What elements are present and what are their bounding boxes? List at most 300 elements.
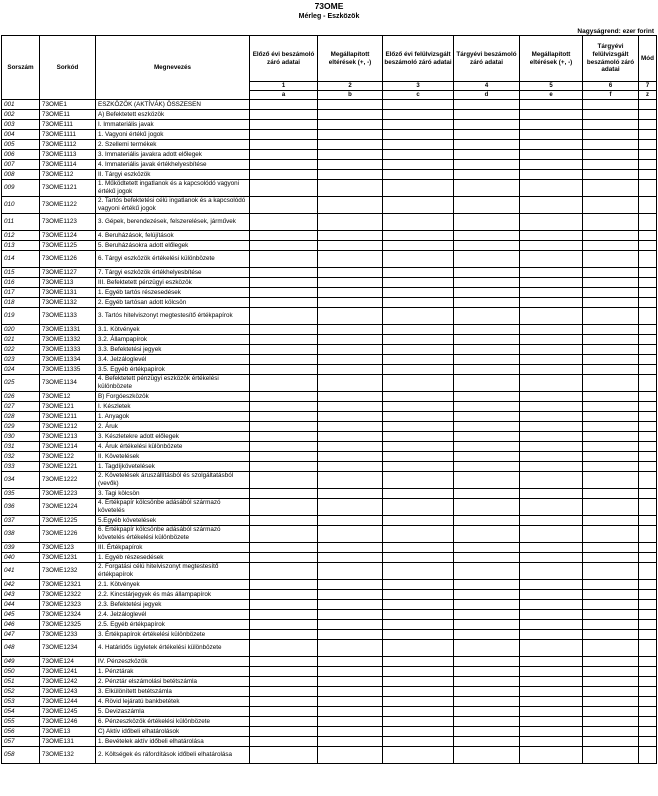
value-cell-c2[interactable] bbox=[318, 375, 383, 392]
value-cell-c1[interactable] bbox=[250, 308, 318, 325]
value-cell-c4[interactable] bbox=[454, 402, 520, 412]
value-cell-c7[interactable] bbox=[639, 657, 657, 667]
value-cell-c2[interactable] bbox=[318, 489, 383, 499]
value-cell-c2[interactable] bbox=[318, 620, 383, 630]
value-cell-c5[interactable] bbox=[520, 499, 583, 516]
value-cell-c6[interactable] bbox=[583, 657, 639, 667]
value-cell-c5[interactable] bbox=[520, 707, 583, 717]
value-cell-c2[interactable] bbox=[318, 657, 383, 667]
value-cell-c4[interactable] bbox=[454, 100, 520, 110]
value-cell-c7[interactable] bbox=[639, 278, 657, 288]
value-cell-c6[interactable] bbox=[583, 170, 639, 180]
value-cell-c6[interactable] bbox=[583, 214, 639, 231]
value-cell-c7[interactable] bbox=[639, 355, 657, 365]
value-cell-c1[interactable] bbox=[250, 140, 318, 150]
value-cell-c4[interactable] bbox=[454, 180, 520, 197]
value-cell-c5[interactable] bbox=[520, 422, 583, 432]
value-cell-c1[interactable] bbox=[250, 355, 318, 365]
value-cell-c5[interactable] bbox=[520, 697, 583, 707]
value-cell-c5[interactable] bbox=[520, 687, 583, 697]
value-cell-c4[interactable] bbox=[454, 543, 520, 553]
value-cell-c1[interactable] bbox=[250, 610, 318, 620]
value-cell-c6[interactable] bbox=[583, 325, 639, 335]
value-cell-c1[interactable] bbox=[250, 432, 318, 442]
value-cell-c3[interactable] bbox=[383, 412, 454, 422]
value-cell-c7[interactable] bbox=[639, 630, 657, 640]
value-cell-c3[interactable] bbox=[383, 667, 454, 677]
value-cell-c5[interactable] bbox=[520, 717, 583, 727]
value-cell-c4[interactable] bbox=[454, 499, 520, 516]
value-cell-c5[interactable] bbox=[520, 472, 583, 489]
value-cell-c5[interactable] bbox=[520, 737, 583, 747]
value-cell-c3[interactable] bbox=[383, 526, 454, 543]
value-cell-c1[interactable] bbox=[250, 392, 318, 402]
value-cell-c6[interactable] bbox=[583, 489, 639, 499]
value-cell-c4[interactable] bbox=[454, 707, 520, 717]
value-cell-c7[interactable] bbox=[639, 170, 657, 180]
value-cell-c5[interactable] bbox=[520, 402, 583, 412]
value-cell-c1[interactable] bbox=[250, 160, 318, 170]
value-cell-c4[interactable] bbox=[454, 130, 520, 140]
value-cell-c6[interactable] bbox=[583, 412, 639, 422]
value-cell-c3[interactable] bbox=[383, 640, 454, 657]
value-cell-c7[interactable] bbox=[639, 180, 657, 197]
value-cell-c7[interactable] bbox=[639, 422, 657, 432]
value-cell-c3[interactable] bbox=[383, 553, 454, 563]
value-cell-c4[interactable] bbox=[454, 335, 520, 345]
value-cell-c1[interactable] bbox=[250, 516, 318, 526]
value-cell-c3[interactable] bbox=[383, 288, 454, 298]
value-cell-c1[interactable] bbox=[250, 130, 318, 140]
value-cell-c1[interactable] bbox=[250, 365, 318, 375]
value-cell-c1[interactable] bbox=[250, 241, 318, 251]
value-cell-c4[interactable] bbox=[454, 251, 520, 268]
value-cell-c6[interactable] bbox=[583, 727, 639, 737]
value-cell-c7[interactable] bbox=[639, 543, 657, 553]
value-cell-c5[interactable] bbox=[520, 489, 583, 499]
value-cell-c1[interactable] bbox=[250, 747, 318, 764]
value-cell-c5[interactable] bbox=[520, 677, 583, 687]
value-cell-c6[interactable] bbox=[583, 580, 639, 590]
value-cell-c2[interactable] bbox=[318, 288, 383, 298]
value-cell-c3[interactable] bbox=[383, 325, 454, 335]
value-cell-c3[interactable] bbox=[383, 278, 454, 288]
value-cell-c3[interactable] bbox=[383, 231, 454, 241]
value-cell-c4[interactable] bbox=[454, 620, 520, 630]
value-cell-c5[interactable] bbox=[520, 590, 583, 600]
value-cell-c4[interactable] bbox=[454, 160, 520, 170]
value-cell-c3[interactable] bbox=[383, 298, 454, 308]
value-cell-c1[interactable] bbox=[250, 251, 318, 268]
value-cell-c4[interactable] bbox=[454, 422, 520, 432]
value-cell-c7[interactable] bbox=[639, 727, 657, 737]
value-cell-c1[interactable] bbox=[250, 553, 318, 563]
value-cell-c2[interactable] bbox=[318, 563, 383, 580]
value-cell-c1[interactable] bbox=[250, 717, 318, 727]
value-cell-c6[interactable] bbox=[583, 345, 639, 355]
value-cell-c3[interactable] bbox=[383, 442, 454, 452]
value-cell-c1[interactable] bbox=[250, 180, 318, 197]
value-cell-c5[interactable] bbox=[520, 110, 583, 120]
value-cell-c6[interactable] bbox=[583, 197, 639, 214]
value-cell-c5[interactable] bbox=[520, 325, 583, 335]
value-cell-c2[interactable] bbox=[318, 140, 383, 150]
value-cell-c5[interactable] bbox=[520, 657, 583, 667]
value-cell-c4[interactable] bbox=[454, 365, 520, 375]
value-cell-c3[interactable] bbox=[383, 268, 454, 278]
value-cell-c4[interactable] bbox=[454, 737, 520, 747]
value-cell-c6[interactable] bbox=[583, 180, 639, 197]
value-cell-c3[interactable] bbox=[383, 432, 454, 442]
value-cell-c1[interactable] bbox=[250, 402, 318, 412]
value-cell-c2[interactable] bbox=[318, 170, 383, 180]
value-cell-c4[interactable] bbox=[454, 640, 520, 657]
value-cell-c3[interactable] bbox=[383, 717, 454, 727]
value-cell-c3[interactable] bbox=[383, 516, 454, 526]
value-cell-c1[interactable] bbox=[250, 489, 318, 499]
value-cell-c5[interactable] bbox=[520, 150, 583, 160]
value-cell-c6[interactable] bbox=[583, 298, 639, 308]
value-cell-c7[interactable] bbox=[639, 452, 657, 462]
value-cell-c3[interactable] bbox=[383, 452, 454, 462]
value-cell-c5[interactable] bbox=[520, 747, 583, 764]
value-cell-c4[interactable] bbox=[454, 375, 520, 392]
value-cell-c7[interactable] bbox=[639, 375, 657, 392]
value-cell-c2[interactable] bbox=[318, 150, 383, 160]
value-cell-c7[interactable] bbox=[639, 100, 657, 110]
value-cell-c2[interactable] bbox=[318, 197, 383, 214]
value-cell-c3[interactable] bbox=[383, 402, 454, 412]
value-cell-c5[interactable] bbox=[520, 452, 583, 462]
value-cell-c5[interactable] bbox=[520, 241, 583, 251]
value-cell-c2[interactable] bbox=[318, 553, 383, 563]
value-cell-c7[interactable] bbox=[639, 697, 657, 707]
value-cell-c4[interactable] bbox=[454, 412, 520, 422]
value-cell-c1[interactable] bbox=[250, 422, 318, 432]
value-cell-c4[interactable] bbox=[454, 241, 520, 251]
value-cell-c3[interactable] bbox=[383, 241, 454, 251]
value-cell-c3[interactable] bbox=[383, 687, 454, 697]
value-cell-c4[interactable] bbox=[454, 697, 520, 707]
value-cell-c2[interactable] bbox=[318, 298, 383, 308]
value-cell-c3[interactable] bbox=[383, 392, 454, 402]
value-cell-c6[interactable] bbox=[583, 432, 639, 442]
value-cell-c1[interactable] bbox=[250, 657, 318, 667]
value-cell-c2[interactable] bbox=[318, 526, 383, 543]
value-cell-c3[interactable] bbox=[383, 462, 454, 472]
value-cell-c1[interactable] bbox=[250, 412, 318, 422]
value-cell-c5[interactable] bbox=[520, 140, 583, 150]
value-cell-c2[interactable] bbox=[318, 251, 383, 268]
value-cell-c2[interactable] bbox=[318, 600, 383, 610]
value-cell-c1[interactable] bbox=[250, 298, 318, 308]
value-cell-c6[interactable] bbox=[583, 677, 639, 687]
value-cell-c2[interactable] bbox=[318, 214, 383, 231]
value-cell-c7[interactable] bbox=[639, 442, 657, 452]
value-cell-c4[interactable] bbox=[454, 452, 520, 462]
value-cell-c2[interactable] bbox=[318, 120, 383, 130]
value-cell-c2[interactable] bbox=[318, 355, 383, 365]
value-cell-c4[interactable] bbox=[454, 288, 520, 298]
value-cell-c1[interactable] bbox=[250, 630, 318, 640]
value-cell-c6[interactable] bbox=[583, 600, 639, 610]
value-cell-c7[interactable] bbox=[639, 687, 657, 697]
value-cell-c1[interactable] bbox=[250, 100, 318, 110]
value-cell-c4[interactable] bbox=[454, 120, 520, 130]
value-cell-c5[interactable] bbox=[520, 580, 583, 590]
value-cell-c2[interactable] bbox=[318, 590, 383, 600]
value-cell-c5[interactable] bbox=[520, 442, 583, 452]
value-cell-c2[interactable] bbox=[318, 278, 383, 288]
value-cell-c2[interactable] bbox=[318, 412, 383, 422]
value-cell-c4[interactable] bbox=[454, 278, 520, 288]
value-cell-c1[interactable] bbox=[250, 590, 318, 600]
value-cell-c7[interactable] bbox=[639, 120, 657, 130]
value-cell-c2[interactable] bbox=[318, 667, 383, 677]
value-cell-c2[interactable] bbox=[318, 160, 383, 170]
value-cell-c5[interactable] bbox=[520, 375, 583, 392]
value-cell-c7[interactable] bbox=[639, 288, 657, 298]
value-cell-c6[interactable] bbox=[583, 620, 639, 630]
value-cell-c6[interactable] bbox=[583, 590, 639, 600]
value-cell-c2[interactable] bbox=[318, 100, 383, 110]
value-cell-c3[interactable] bbox=[383, 100, 454, 110]
value-cell-c7[interactable] bbox=[639, 590, 657, 600]
value-cell-c6[interactable] bbox=[583, 526, 639, 543]
value-cell-c6[interactable] bbox=[583, 697, 639, 707]
value-cell-c6[interactable] bbox=[583, 160, 639, 170]
value-cell-c7[interactable] bbox=[639, 667, 657, 677]
value-cell-c7[interactable] bbox=[639, 472, 657, 489]
value-cell-c5[interactable] bbox=[520, 268, 583, 278]
value-cell-c1[interactable] bbox=[250, 278, 318, 288]
value-cell-c6[interactable] bbox=[583, 499, 639, 516]
value-cell-c6[interactable] bbox=[583, 472, 639, 489]
value-cell-c4[interactable] bbox=[454, 355, 520, 365]
value-cell-c3[interactable] bbox=[383, 180, 454, 197]
value-cell-c6[interactable] bbox=[583, 268, 639, 278]
value-cell-c2[interactable] bbox=[318, 180, 383, 197]
value-cell-c3[interactable] bbox=[383, 251, 454, 268]
value-cell-c6[interactable] bbox=[583, 308, 639, 325]
value-cell-c3[interactable] bbox=[383, 499, 454, 516]
value-cell-c3[interactable] bbox=[383, 630, 454, 640]
value-cell-c3[interactable] bbox=[383, 737, 454, 747]
value-cell-c3[interactable] bbox=[383, 563, 454, 580]
value-cell-c3[interactable] bbox=[383, 140, 454, 150]
value-cell-c1[interactable] bbox=[250, 472, 318, 489]
value-cell-c1[interactable] bbox=[250, 727, 318, 737]
value-cell-c4[interactable] bbox=[454, 717, 520, 727]
value-cell-c6[interactable] bbox=[583, 355, 639, 365]
value-cell-c2[interactable] bbox=[318, 241, 383, 251]
value-cell-c7[interactable] bbox=[639, 130, 657, 140]
value-cell-c5[interactable] bbox=[520, 727, 583, 737]
value-cell-c6[interactable] bbox=[583, 402, 639, 412]
value-cell-c6[interactable] bbox=[583, 375, 639, 392]
value-cell-c2[interactable] bbox=[318, 472, 383, 489]
value-cell-c1[interactable] bbox=[250, 345, 318, 355]
value-cell-c1[interactable] bbox=[250, 120, 318, 130]
value-cell-c7[interactable] bbox=[639, 412, 657, 422]
value-cell-c5[interactable] bbox=[520, 462, 583, 472]
value-cell-c7[interactable] bbox=[639, 392, 657, 402]
value-cell-c5[interactable] bbox=[520, 298, 583, 308]
value-cell-c4[interactable] bbox=[454, 432, 520, 442]
value-cell-c1[interactable] bbox=[250, 640, 318, 657]
value-cell-c6[interactable] bbox=[583, 365, 639, 375]
value-cell-c2[interactable] bbox=[318, 707, 383, 717]
value-cell-c5[interactable] bbox=[520, 412, 583, 422]
value-cell-c6[interactable] bbox=[583, 120, 639, 130]
value-cell-c7[interactable] bbox=[639, 231, 657, 241]
value-cell-c1[interactable] bbox=[250, 737, 318, 747]
value-cell-c4[interactable] bbox=[454, 677, 520, 687]
value-cell-c6[interactable] bbox=[583, 140, 639, 150]
value-cell-c6[interactable] bbox=[583, 241, 639, 251]
value-cell-c6[interactable] bbox=[583, 110, 639, 120]
value-cell-c6[interactable] bbox=[583, 516, 639, 526]
value-cell-c1[interactable] bbox=[250, 543, 318, 553]
value-cell-c1[interactable] bbox=[250, 268, 318, 278]
value-cell-c3[interactable] bbox=[383, 170, 454, 180]
value-cell-c7[interactable] bbox=[639, 298, 657, 308]
value-cell-c4[interactable] bbox=[454, 345, 520, 355]
value-cell-c3[interactable] bbox=[383, 727, 454, 737]
value-cell-c5[interactable] bbox=[520, 100, 583, 110]
value-cell-c3[interactable] bbox=[383, 590, 454, 600]
value-cell-c5[interactable] bbox=[520, 180, 583, 197]
value-cell-c3[interactable] bbox=[383, 345, 454, 355]
value-cell-c1[interactable] bbox=[250, 563, 318, 580]
value-cell-c3[interactable] bbox=[383, 355, 454, 365]
value-cell-c7[interactable] bbox=[639, 737, 657, 747]
value-cell-c5[interactable] bbox=[520, 335, 583, 345]
value-cell-c7[interactable] bbox=[639, 580, 657, 590]
value-cell-c3[interactable] bbox=[383, 580, 454, 590]
value-cell-c2[interactable] bbox=[318, 335, 383, 345]
value-cell-c2[interactable] bbox=[318, 630, 383, 640]
value-cell-c5[interactable] bbox=[520, 640, 583, 657]
value-cell-c2[interactable] bbox=[318, 717, 383, 727]
value-cell-c4[interactable] bbox=[454, 727, 520, 737]
value-cell-c6[interactable] bbox=[583, 737, 639, 747]
value-cell-c2[interactable] bbox=[318, 325, 383, 335]
value-cell-c4[interactable] bbox=[454, 308, 520, 325]
value-cell-c6[interactable] bbox=[583, 442, 639, 452]
value-cell-c3[interactable] bbox=[383, 110, 454, 120]
value-cell-c2[interactable] bbox=[318, 747, 383, 764]
value-cell-c1[interactable] bbox=[250, 707, 318, 717]
value-cell-c5[interactable] bbox=[520, 620, 583, 630]
value-cell-c7[interactable] bbox=[639, 553, 657, 563]
value-cell-c1[interactable] bbox=[250, 462, 318, 472]
value-cell-c3[interactable] bbox=[383, 543, 454, 553]
value-cell-c2[interactable] bbox=[318, 432, 383, 442]
value-cell-c6[interactable] bbox=[583, 707, 639, 717]
value-cell-c4[interactable] bbox=[454, 472, 520, 489]
value-cell-c3[interactable] bbox=[383, 610, 454, 620]
value-cell-c7[interactable] bbox=[639, 150, 657, 160]
value-cell-c3[interactable] bbox=[383, 620, 454, 630]
value-cell-c2[interactable] bbox=[318, 697, 383, 707]
value-cell-c3[interactable] bbox=[383, 150, 454, 160]
value-cell-c5[interactable] bbox=[520, 392, 583, 402]
value-cell-c4[interactable] bbox=[454, 580, 520, 590]
value-cell-c5[interactable] bbox=[520, 130, 583, 140]
value-cell-c6[interactable] bbox=[583, 288, 639, 298]
value-cell-c2[interactable] bbox=[318, 402, 383, 412]
value-cell-c7[interactable] bbox=[639, 717, 657, 727]
value-cell-c6[interactable] bbox=[583, 543, 639, 553]
value-cell-c3[interactable] bbox=[383, 214, 454, 231]
value-cell-c7[interactable] bbox=[639, 620, 657, 630]
value-cell-c1[interactable] bbox=[250, 677, 318, 687]
value-cell-c2[interactable] bbox=[318, 543, 383, 553]
value-cell-c2[interactable] bbox=[318, 130, 383, 140]
value-cell-c4[interactable] bbox=[454, 170, 520, 180]
value-cell-c4[interactable] bbox=[454, 110, 520, 120]
value-cell-c5[interactable] bbox=[520, 610, 583, 620]
value-cell-c3[interactable] bbox=[383, 707, 454, 717]
value-cell-c2[interactable] bbox=[318, 610, 383, 620]
value-cell-c5[interactable] bbox=[520, 526, 583, 543]
value-cell-c7[interactable] bbox=[639, 308, 657, 325]
value-cell-c7[interactable] bbox=[639, 462, 657, 472]
value-cell-c2[interactable] bbox=[318, 687, 383, 697]
value-cell-c5[interactable] bbox=[520, 160, 583, 170]
value-cell-c1[interactable] bbox=[250, 697, 318, 707]
value-cell-c6[interactable] bbox=[583, 667, 639, 677]
value-cell-c4[interactable] bbox=[454, 231, 520, 241]
value-cell-c2[interactable] bbox=[318, 231, 383, 241]
value-cell-c5[interactable] bbox=[520, 288, 583, 298]
value-cell-c3[interactable] bbox=[383, 130, 454, 140]
value-cell-c3[interactable] bbox=[383, 489, 454, 499]
value-cell-c4[interactable] bbox=[454, 268, 520, 278]
value-cell-c3[interactable] bbox=[383, 160, 454, 170]
value-cell-c6[interactable] bbox=[583, 150, 639, 160]
value-cell-c4[interactable] bbox=[454, 150, 520, 160]
value-cell-c4[interactable] bbox=[454, 214, 520, 231]
value-cell-c2[interactable] bbox=[318, 640, 383, 657]
value-cell-c7[interactable] bbox=[639, 563, 657, 580]
value-cell-c1[interactable] bbox=[250, 499, 318, 516]
value-cell-c6[interactable] bbox=[583, 231, 639, 241]
value-cell-c5[interactable] bbox=[520, 516, 583, 526]
value-cell-c2[interactable] bbox=[318, 499, 383, 516]
value-cell-c6[interactable] bbox=[583, 130, 639, 140]
value-cell-c5[interactable] bbox=[520, 365, 583, 375]
value-cell-c5[interactable] bbox=[520, 214, 583, 231]
value-cell-c7[interactable] bbox=[639, 600, 657, 610]
value-cell-c4[interactable] bbox=[454, 610, 520, 620]
value-cell-c7[interactable] bbox=[639, 489, 657, 499]
value-cell-c3[interactable] bbox=[383, 308, 454, 325]
value-cell-c7[interactable] bbox=[639, 526, 657, 543]
value-cell-c3[interactable] bbox=[383, 120, 454, 130]
value-cell-c7[interactable] bbox=[639, 160, 657, 170]
value-cell-c6[interactable] bbox=[583, 452, 639, 462]
value-cell-c6[interactable] bbox=[583, 640, 639, 657]
value-cell-c2[interactable] bbox=[318, 392, 383, 402]
value-cell-c7[interactable] bbox=[639, 214, 657, 231]
value-cell-c3[interactable] bbox=[383, 335, 454, 345]
value-cell-c2[interactable] bbox=[318, 422, 383, 432]
value-cell-c7[interactable] bbox=[639, 516, 657, 526]
value-cell-c5[interactable] bbox=[520, 308, 583, 325]
value-cell-c2[interactable] bbox=[318, 516, 383, 526]
